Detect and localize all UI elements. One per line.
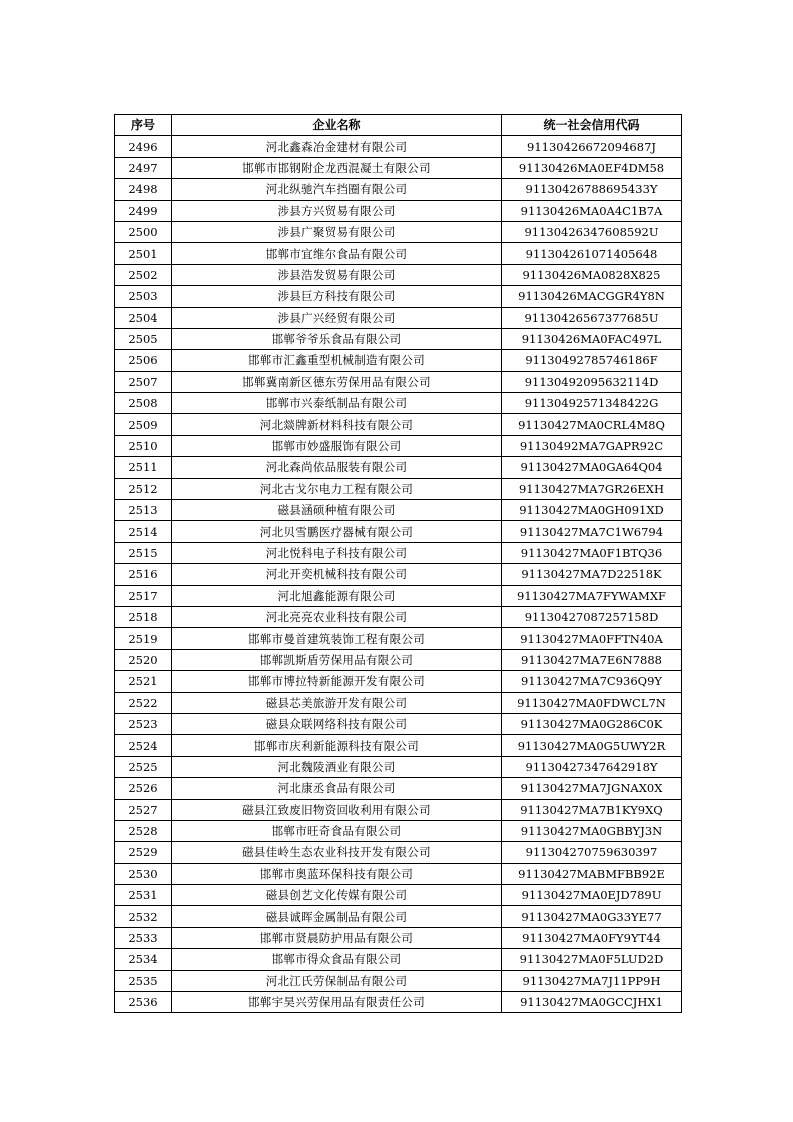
cell-credit-code: 91130427MA7E6N7888 [502, 649, 682, 670]
cell-seq: 2514 [115, 521, 172, 542]
cell-credit-code: 91130426672094687J [502, 136, 682, 157]
cell-company-name: 河北燚牌新材料科技有限公司 [172, 414, 502, 435]
cell-credit-code: 91130427MA0G5UWY2R [502, 735, 682, 756]
cell-seq: 2504 [115, 307, 172, 328]
cell-seq: 2503 [115, 286, 172, 307]
cell-seq: 2534 [115, 949, 172, 970]
table-row [115, 671, 682, 692]
table-row [115, 885, 682, 906]
cell-seq: 2500 [115, 221, 172, 242]
cell-company-name: 磁县众联网络科技有限公司 [172, 713, 502, 734]
cell-seq: 2535 [115, 970, 172, 991]
table-row [115, 286, 682, 307]
table-row [115, 949, 682, 970]
cell-credit-code: 91130427MA7C1W6794 [502, 521, 682, 542]
cell-company-name: 邯郸凯斯盾劳保用品有限公司 [172, 649, 502, 670]
cell-seq: 2528 [115, 820, 172, 841]
table-row [115, 628, 682, 649]
table-row [115, 200, 682, 221]
cell-company-name: 河北鑫森冶金建材有限公司 [172, 136, 502, 157]
cell-credit-code: 91130426567377685U [502, 307, 682, 328]
cell-credit-code: 91130427MA0GH091XD [502, 500, 682, 521]
cell-credit-code: 91130427MA0FDWCL7N [502, 692, 682, 713]
table-row [115, 393, 682, 414]
cell-seq: 2497 [115, 157, 172, 178]
cell-credit-code: 911304261071405648 [502, 243, 682, 264]
table-row [115, 799, 682, 820]
cell-company-name: 磁县诚晖金属制品有限公司 [172, 906, 502, 927]
cell-credit-code: 911304270759630397 [502, 842, 682, 863]
cell-credit-code: 91130492MA7GAPR92C [502, 435, 682, 456]
cell-company-name: 河北亮亮农业科技有限公司 [172, 606, 502, 627]
cell-company-name: 磁县涵硕种植有限公司 [172, 500, 502, 521]
cell-company-name: 涉县广兴经贸有限公司 [172, 307, 502, 328]
company-table [114, 114, 682, 1013]
table-row [115, 927, 682, 948]
table-row [115, 735, 682, 756]
table-row [115, 136, 682, 157]
cell-seq: 2536 [115, 992, 172, 1013]
cell-company-name: 磁县江致废旧物资回收利用有限公司 [172, 799, 502, 820]
cell-credit-code: 91130427MA0G286C0K [502, 713, 682, 734]
header-seq: 序号 [115, 115, 172, 136]
cell-seq: 2502 [115, 264, 172, 285]
cell-company-name: 河北古戈尔电力工程有限公司 [172, 478, 502, 499]
cell-company-name: 磁县创艺文化传媒有限公司 [172, 885, 502, 906]
table-row [115, 906, 682, 927]
cell-seq: 2498 [115, 179, 172, 200]
cell-company-name: 河北森尚依品服装有限公司 [172, 457, 502, 478]
cell-credit-code: 91130492095632114D [502, 371, 682, 392]
table-row [115, 435, 682, 456]
table-body [115, 136, 682, 1013]
cell-credit-code: 91130427MABMFBB92E [502, 863, 682, 884]
cell-seq: 2508 [115, 393, 172, 414]
table-row [115, 414, 682, 435]
cell-credit-code: 91130427MA7J11PP9H [502, 970, 682, 991]
cell-credit-code: 91130426MA0828X825 [502, 264, 682, 285]
cell-company-name: 邯郸宇昊兴劳保用品有限责任公司 [172, 992, 502, 1013]
cell-company-name: 邯郸冀南新区德东劳保用品有限公司 [172, 371, 502, 392]
cell-company-name: 邯郸市兴泰纸制品有限公司 [172, 393, 502, 414]
cell-seq: 2524 [115, 735, 172, 756]
table-row [115, 692, 682, 713]
cell-seq: 2533 [115, 927, 172, 948]
cell-company-name: 邯郸市曼首建筑装饰工程有限公司 [172, 628, 502, 649]
table-row [115, 713, 682, 734]
table-row [115, 521, 682, 542]
cell-credit-code: 91130427MA0F1BTQ36 [502, 542, 682, 563]
cell-seq: 2513 [115, 500, 172, 521]
cell-seq: 2512 [115, 478, 172, 499]
cell-company-name: 河北魏陵酒业有限公司 [172, 756, 502, 777]
cell-company-name: 涉县方兴贸易有限公司 [172, 200, 502, 221]
cell-credit-code: 91130426MA0A4C1B7A [502, 200, 682, 221]
cell-credit-code: 91130426347608592U [502, 221, 682, 242]
cell-company-name: 邯郸市奥蓝环保科技有限公司 [172, 863, 502, 884]
table-header-row [115, 115, 682, 136]
table-row [115, 221, 682, 242]
table-row [115, 778, 682, 799]
header-company-name: 企业名称 [172, 115, 502, 136]
cell-credit-code: 91130426MA0EF4DM58 [502, 157, 682, 178]
cell-credit-code: 91130426MA0FAC497L [502, 328, 682, 349]
table-row [115, 970, 682, 991]
cell-seq: 2519 [115, 628, 172, 649]
cell-credit-code: 91130427MA0FFTN40A [502, 628, 682, 649]
table-row [115, 243, 682, 264]
cell-company-name: 邯郸市博拉特新能源开发有限公司 [172, 671, 502, 692]
cell-company-name: 河北纵驰汽车挡圈有限公司 [172, 179, 502, 200]
cell-company-name: 邯郸市汇鑫重型机械制造有限公司 [172, 350, 502, 371]
cell-credit-code: 91130426788695433Y [502, 179, 682, 200]
cell-company-name: 邯郸市贤晨防护用品有限公司 [172, 927, 502, 948]
table-row [115, 992, 682, 1013]
table-row [115, 457, 682, 478]
cell-credit-code: 91130427MA0GA64Q04 [502, 457, 682, 478]
table-row [115, 157, 682, 178]
cell-credit-code: 91130427MA7GR26EXH [502, 478, 682, 499]
cell-seq: 2526 [115, 778, 172, 799]
cell-company-name: 河北贝雪鹏医疗器械有限公司 [172, 521, 502, 542]
table-row [115, 500, 682, 521]
cell-seq: 2499 [115, 200, 172, 221]
cell-company-name: 涉县广聚贸易有限公司 [172, 221, 502, 242]
cell-credit-code: 91130427MA7C936Q9Y [502, 671, 682, 692]
cell-company-name: 河北开奕机械科技有限公司 [172, 564, 502, 585]
cell-seq: 2521 [115, 671, 172, 692]
cell-credit-code: 91130427MA7JGNAX0X [502, 778, 682, 799]
cell-seq: 2531 [115, 885, 172, 906]
table-row [115, 756, 682, 777]
cell-credit-code: 91130427MA0FY9YT44 [502, 927, 682, 948]
cell-credit-code: 91130427MA0EJD789U [502, 885, 682, 906]
cell-seq: 2517 [115, 585, 172, 606]
cell-company-name: 邯郸市宜维尔食品有限公司 [172, 243, 502, 264]
cell-company-name: 河北康丞食品有限公司 [172, 778, 502, 799]
cell-company-name: 河北江氏劳保制品有限公司 [172, 970, 502, 991]
cell-company-name: 磁县佳岭生态农业科技开发有限公司 [172, 842, 502, 863]
cell-seq: 2515 [115, 542, 172, 563]
cell-credit-code: 91130427MA0GBBYJ3N [502, 820, 682, 841]
cell-seq: 2516 [115, 564, 172, 585]
cell-seq: 2522 [115, 692, 172, 713]
table-row [115, 542, 682, 563]
cell-credit-code: 91130427347642918Y [502, 756, 682, 777]
cell-seq: 2527 [115, 799, 172, 820]
cell-seq: 2530 [115, 863, 172, 884]
cell-seq: 2529 [115, 842, 172, 863]
cell-seq: 2505 [115, 328, 172, 349]
cell-seq: 2507 [115, 371, 172, 392]
cell-credit-code: 91130426MACGGR4Y8N [502, 286, 682, 307]
cell-seq: 2496 [115, 136, 172, 157]
cell-seq: 2518 [115, 606, 172, 627]
cell-company-name: 河北旭鑫能源有限公司 [172, 585, 502, 606]
cell-seq: 2532 [115, 906, 172, 927]
table-row [115, 820, 682, 841]
cell-credit-code: 91130427MA7B1KY9XQ [502, 799, 682, 820]
table-row [115, 606, 682, 627]
cell-credit-code: 91130427MA0F5LUD2D [502, 949, 682, 970]
cell-seq: 2520 [115, 649, 172, 670]
cell-company-name: 涉县浩发贸易有限公司 [172, 264, 502, 285]
cell-company-name: 邯郸市庆利新能源科技有限公司 [172, 735, 502, 756]
table-row [115, 307, 682, 328]
table-row [115, 649, 682, 670]
cell-company-name: 磁县芯美旅游开发有限公司 [172, 692, 502, 713]
cell-company-name: 涉县巨方科技有限公司 [172, 286, 502, 307]
cell-credit-code: 91130492785746186F [502, 350, 682, 371]
table-row [115, 371, 682, 392]
table-row [115, 842, 682, 863]
cell-credit-code: 91130492571348422G [502, 393, 682, 414]
cell-company-name: 河北悦科电子科技有限公司 [172, 542, 502, 563]
table-row [115, 179, 682, 200]
cell-company-name: 邯郸爷爷乐食品有限公司 [172, 328, 502, 349]
cell-seq: 2523 [115, 713, 172, 734]
cell-company-name: 邯郸市旺奇食品有限公司 [172, 820, 502, 841]
cell-seq: 2501 [115, 243, 172, 264]
cell-credit-code: 91130427MA7FYWAMXF [502, 585, 682, 606]
cell-credit-code: 91130427087257158D [502, 606, 682, 627]
cell-company-name: 邯郸市得众食品有限公司 [172, 949, 502, 970]
cell-credit-code: 91130427MA0CRL4M8Q [502, 414, 682, 435]
table-row [115, 264, 682, 285]
cell-company-name: 邯郸市邯钢附企龙西混凝土有限公司 [172, 157, 502, 178]
cell-credit-code: 91130427MA0GCCJHX1 [502, 992, 682, 1013]
table-row [115, 350, 682, 371]
cell-seq: 2511 [115, 457, 172, 478]
cell-seq: 2510 [115, 435, 172, 456]
cell-seq: 2506 [115, 350, 172, 371]
table-row [115, 863, 682, 884]
table-row [115, 328, 682, 349]
cell-credit-code: 91130427MA7D22518K [502, 564, 682, 585]
cell-company-name: 邯郸市妙盛服饰有限公司 [172, 435, 502, 456]
header-credit-code: 统一社会信用代码 [502, 115, 682, 136]
cell-seq: 2525 [115, 756, 172, 777]
table-row [115, 478, 682, 499]
cell-seq: 2509 [115, 414, 172, 435]
table-row [115, 585, 682, 606]
table-row [115, 564, 682, 585]
cell-credit-code: 91130427MA0G33YE77 [502, 906, 682, 927]
